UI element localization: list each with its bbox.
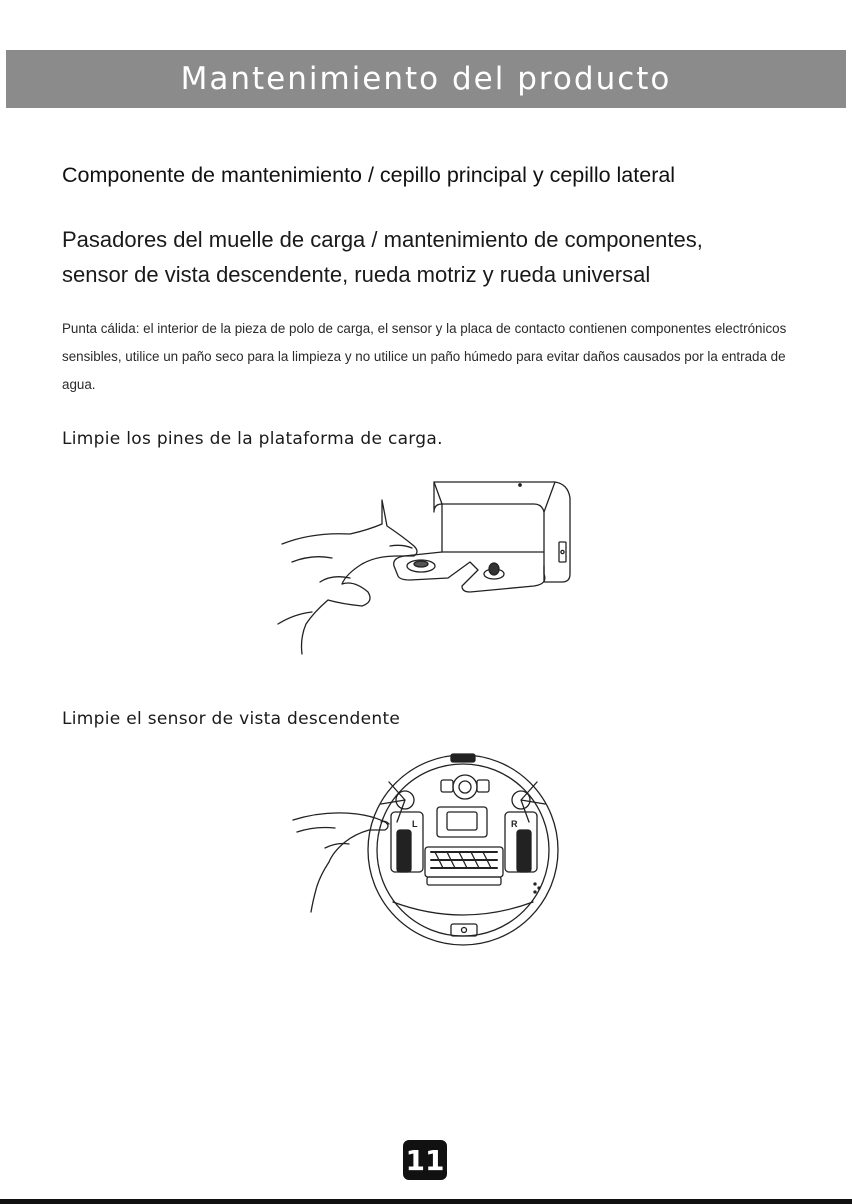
- component-heading: Componente de mantenimiento / cepillo principal y cepillo lateral: [62, 163, 676, 187]
- bottom-divider: [0, 1199, 852, 1204]
- page-number: 11: [403, 1140, 447, 1180]
- robot-bottom-illustration: [285, 752, 585, 947]
- left-wheel-label: L: [412, 819, 418, 829]
- section-title-cliff-sensor: Limpie el sensor de vista descendente: [62, 709, 401, 729]
- page-title: Mantenimiento del producto: [180, 61, 672, 97]
- warm-tip-paragraph: Punta cálida: el interior de la pieza de polo de carga, el sensor y la placa de contacto contienen componentes electrónicos sensibles, utilice un paño seco para la limpieza y no utilice un paño húmedo para evitar daños causados por la entrada de agua.: [62, 321, 787, 392]
- main-heading-line-2: sensor de vista descendente, rueda motriz y rueda universal: [62, 262, 651, 287]
- main-heading: [62, 222, 703, 292]
- header-banner: [6, 50, 846, 108]
- section-title-charging-pins: Limpie los pines de la plataforma de carga.: [62, 429, 443, 449]
- charging-dock-illustration: [272, 474, 582, 660]
- right-wheel-label: R: [511, 819, 518, 829]
- main-heading-line-1: Pasadores del muelle de carga / mantenimiento de componentes,: [62, 227, 703, 252]
